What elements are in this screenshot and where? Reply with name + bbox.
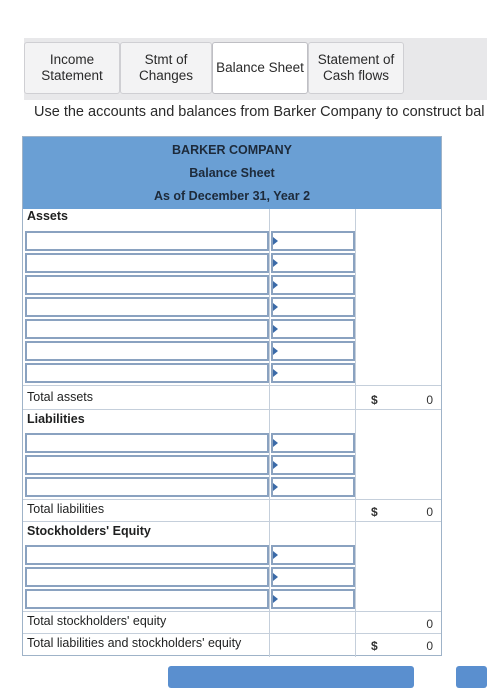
statement-name: Balance Sheet [189, 166, 275, 180]
asset-amount-input[interactable] [271, 341, 355, 361]
stockholders-equity-heading: Stockholders' Equity [27, 524, 151, 538]
company-name: BARKER COMPANY [172, 143, 292, 157]
equity-amount-input[interactable] [271, 545, 355, 565]
liability-account-input[interactable] [25, 455, 269, 475]
assets-heading: Assets [27, 209, 68, 223]
asset-amount-input[interactable] [271, 275, 355, 295]
tab-balance-sheet[interactable]: Balance Sheet [212, 42, 308, 94]
liability-amount-input[interactable] [271, 477, 355, 497]
row-divider [23, 499, 441, 500]
asset-amount-input[interactable] [271, 253, 355, 273]
asset-account-input[interactable] [25, 363, 269, 383]
statement-tab-bar [24, 38, 487, 100]
liabilities-heading: Liabilities [27, 412, 85, 426]
total-assets-label: Total assets [27, 390, 94, 404]
liability-account-input[interactable] [25, 433, 269, 453]
total-liabilities-and-equity-currency: $ [371, 639, 378, 653]
total-liabilities-label: Total liabilities [27, 502, 105, 516]
next-statement-button[interactable] [456, 666, 487, 688]
asset-account-input[interactable] [25, 341, 269, 361]
asset-account-input[interactable] [25, 275, 269, 295]
previous-statement-button[interactable] [168, 666, 414, 688]
row-divider [23, 633, 441, 634]
total-liabilities-value: 0 [426, 505, 433, 519]
asset-amount-input[interactable] [271, 231, 355, 251]
equity-amount-input[interactable] [271, 589, 355, 609]
column-divider [269, 209, 270, 657]
balance-sheet-form [22, 136, 442, 656]
asset-account-input[interactable] [25, 297, 269, 317]
sheet-header [23, 137, 441, 209]
column-divider [355, 209, 356, 657]
asset-account-input[interactable] [25, 253, 269, 273]
total-assets-currency: $ [371, 393, 378, 407]
equity-account-input[interactable] [25, 567, 269, 587]
total-liabilities-and-equity-value: 0 [426, 639, 433, 653]
liability-amount-input[interactable] [271, 455, 355, 475]
liability-account-input[interactable] [25, 477, 269, 497]
equity-account-input[interactable] [25, 589, 269, 609]
row-divider [23, 611, 441, 612]
total-liabilities-currency: $ [371, 505, 378, 519]
asset-amount-input[interactable] [271, 363, 355, 383]
total-stockholders-equity-label: Total stockholders' equity [27, 614, 167, 628]
total-assets-value: 0 [426, 393, 433, 407]
asset-amount-input[interactable] [271, 297, 355, 317]
total-liabilities-and-equity-label: Total liabilities and stockholders' equity [27, 636, 242, 650]
asset-account-input[interactable] [25, 319, 269, 339]
statement-date: As of December 31, Year 2 [153, 189, 311, 203]
liability-amount-input[interactable] [271, 433, 355, 453]
tab-income-statement[interactable]: Income Statement [24, 42, 120, 94]
instruction-text: Use the accounts and balances from Barker Company to construct bal [34, 104, 485, 120]
total-stockholders-equity-value: 0 [426, 617, 433, 631]
row-divider [23, 409, 441, 410]
tab-statement-of-cash-flows[interactable]: Statement of Cash flows [308, 42, 404, 94]
equity-amount-input[interactable] [271, 567, 355, 587]
row-divider [23, 521, 441, 522]
equity-account-input[interactable] [25, 545, 269, 565]
asset-amount-input[interactable] [271, 319, 355, 339]
tab-stmt-of-changes[interactable]: Stmt of Changes [120, 42, 212, 94]
asset-account-input[interactable] [25, 231, 269, 251]
row-divider [23, 385, 441, 386]
